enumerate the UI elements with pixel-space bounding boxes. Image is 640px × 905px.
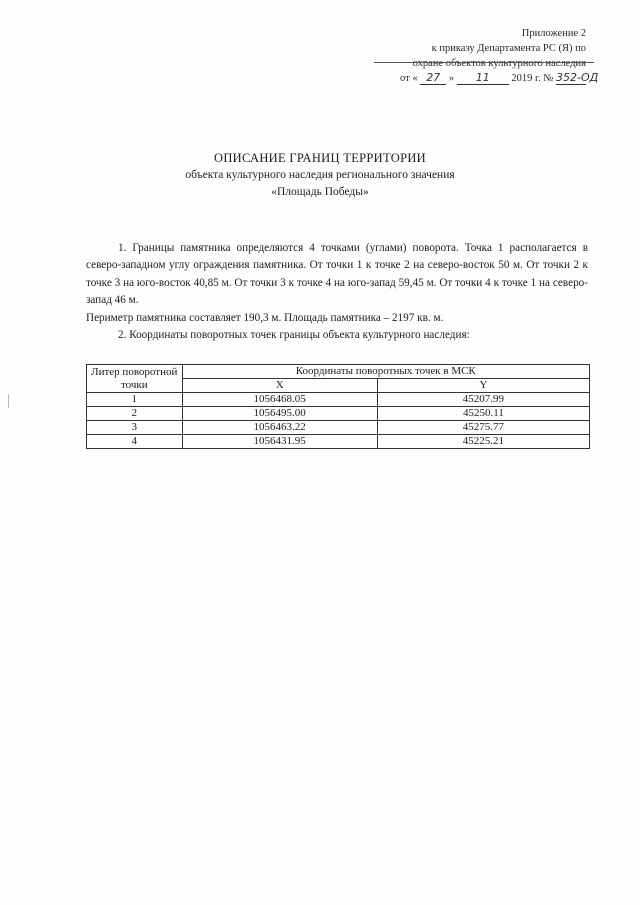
title-main: ОПИСАНИЕ ГРАНИЦ ТЕРРИТОРИИ: [214, 151, 426, 165]
title-subtitle: объекта культурного наследия регионального значения: [185, 169, 455, 181]
table-row: [87, 393, 590, 407]
appendix-title: Приложение 2: [521, 28, 586, 39]
table-row: [87, 407, 590, 421]
document-title: [0, 150, 640, 201]
header-x: X: [182, 379, 377, 393]
title-object-name: «Площадь Победы»: [271, 186, 369, 198]
date-mid: »: [448, 73, 455, 84]
document-body: [86, 240, 588, 344]
date-year: 2019 г. №: [511, 73, 554, 84]
appendix-date-line: [376, 71, 599, 86]
cell-y: 45207.99: [377, 393, 589, 407]
paragraph-coordinates-intro: 2. Координаты поворотных точек границы объекта культурного наследия:: [118, 329, 470, 342]
cell-y: 45275.77: [377, 421, 589, 435]
paragraph-perimeter: Периметр памятника составляет 190,3 м. Площадь памятника – 2197 кв. м.: [86, 311, 444, 324]
table-row: [87, 421, 590, 435]
cell-liter: 3: [87, 421, 183, 435]
paragraph-boundaries: 1. Границы памятника определяются 4 точками (углами) поворота. Точка 1 располагается в северо-западном углу ограждения памятника. От точки 1 к точке 2 на северо-восток 50 м. От точки 2 к точке 3 на юго-восток 40,85 м. От точки 3 к точке 4 на юго-запад 59,45 м. От точки 4 к точке 1 на северо-запад 46 м.: [86, 242, 588, 307]
header-y: Y: [377, 379, 589, 393]
date-month: 11: [457, 72, 509, 85]
cell-y: 45225.21: [377, 435, 589, 449]
appendix-header: [376, 26, 599, 86]
scan-margin-mark: [8, 394, 9, 408]
coordinates-table: [86, 364, 590, 449]
cell-x: 1056431.95: [182, 435, 377, 449]
appendix-department: охране объектов культурного наследия: [412, 58, 586, 69]
header-coords: Координаты поворотных точек в МСК: [182, 365, 589, 379]
header-divider: [374, 62, 594, 63]
cell-x: 1056495.00: [182, 407, 377, 421]
header-liter: Литер поворотной точки: [87, 365, 183, 393]
appendix-order-ref: к приказу Департамента РС (Я) по: [431, 43, 586, 54]
order-number: 352-ОД: [556, 71, 599, 84]
cell-x: 1056468.05: [182, 393, 377, 407]
table-row: [87, 435, 590, 449]
cell-liter: 4: [87, 435, 183, 449]
cell-liter: 1: [87, 393, 183, 407]
cell-x: 1056463.22: [182, 421, 377, 435]
cell-liter: 2: [87, 407, 183, 421]
date-prefix: от «: [400, 73, 418, 84]
cell-y: 45250.11: [377, 407, 589, 421]
date-day: 27: [420, 72, 446, 85]
